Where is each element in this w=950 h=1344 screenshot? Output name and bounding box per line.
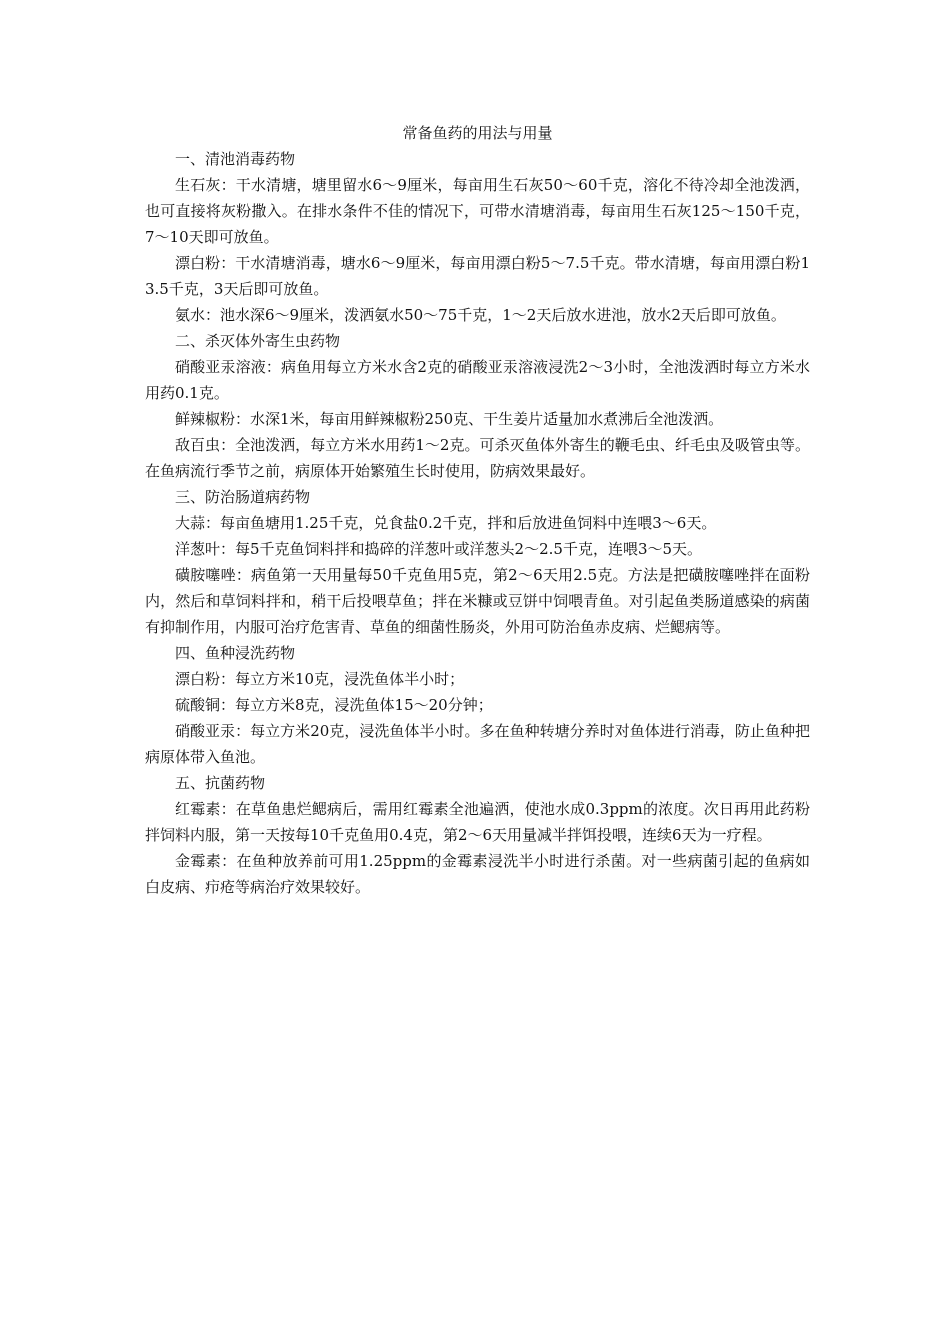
paragraph-copper-sulfate: 硫酸铜：每立方米8克，浸洗鱼体15～20分钟； bbox=[175, 696, 493, 714]
paragraph-sulfathiazole: 磺胺噻唑：病鱼第一天用量每50千克鱼用5克，第2～6天用2.5克。方法是把磺胺噻唑拌在面粉内，然后和草饲料拌和，稍干后投喂草鱼；拌在米糠或豆饼中饲喂青鱼。对引起鱼类肠道感染的病菌有抑制作用，内服可治疗危害青、草鱼的细菌性肠炎，外用可防治鱼赤皮病、烂鳃病等。 bbox=[145, 566, 810, 636]
section-antibacterial bbox=[145, 770, 810, 900]
paragraph-trichlorfon: 敌百虫：全池泼洒，每立方米水用药1～2克。可杀灭鱼体外寄生的鞭毛虫、纤毛虫及吸管虫等。在鱼病流行季节之前，病原体开始繁殖生长时使用，防病效果最好。 bbox=[145, 436, 810, 480]
section-parasite bbox=[145, 328, 810, 484]
paragraph-garlic: 大蒜：每亩鱼塘用1.25千克，兑食盐0.2千克，拌和后放进鱼饲料中连喂3～6天。 bbox=[175, 514, 717, 532]
paragraph-onion-leaf: 洋葱叶：每5千克鱼饲料拌和捣碎的洋葱叶或洋葱头2～2.5千克，连喂3～5天。 bbox=[175, 540, 703, 558]
paragraph-bleach-bath: 漂白粉：每立方米10克，浸洗鱼体半小时； bbox=[175, 670, 465, 688]
paragraph-mercurous-nitrate: 硝酸亚汞：每立方米20克，浸洗鱼体半小时。多在鱼种转塘分养时对鱼体进行消毒，防止鱼种把病原体带入鱼池。 bbox=[145, 722, 810, 766]
section-disinfection bbox=[145, 146, 810, 328]
section-heading: 二、杀灭体外寄生虫药物 bbox=[175, 332, 341, 350]
document-title: 常备鱼药的用法与用量 bbox=[402, 124, 553, 142]
paragraph-chili-powder: 鲜辣椒粉：水深1米，每亩用鲜辣椒粉250克、干生姜片适量加水煮沸后全池泼洒。 bbox=[175, 410, 724, 428]
paragraph-aureomycin: 金霉素：在鱼种放养前可用1.25ppm的金霉素浸洗半小时进行杀菌。对一些病菌引起的鱼病如白皮病、疖疮等病治疗效果较好。 bbox=[145, 852, 810, 896]
section-fingerling-bath bbox=[145, 640, 810, 770]
paragraph-ammonia: 氨水：池水深6～9厘米，泼洒氨水50～75千克，1～2天后放水进池，放水2天后即可放鱼。 bbox=[175, 306, 786, 324]
document-page bbox=[145, 120, 810, 900]
section-heading: 三、防治肠道病药物 bbox=[175, 488, 311, 506]
paragraph-mercurous-nitrate-solution: 硝酸亚汞溶液：病鱼用每立方米水含2克的硝酸亚汞溶液浸洗2～3小时，全池泼洒时每立方米水用药0.1克。 bbox=[145, 358, 810, 402]
paragraph-quicklime: 生石灰：干水清塘，塘里留水6～9厘米，每亩用生石灰50～60千克，溶化不待冷却全池泼洒，也可直接将灰粉撒入。在排水条件不佳的情况下，可带水清塘消毒，每亩用生石灰125～150千克，7～10天即可放鱼。 bbox=[145, 176, 810, 246]
paragraph-erythromycin: 红霉素：在草鱼患烂鳃病后，需用红霉素全池遍洒，使池水成0.3ppm的浓度。次日再用此药粉拌饲料内服，第一天按每10千克鱼用0.4克，第2～6天用量减半拌饵投喂，连续6天为一疗程。 bbox=[145, 800, 810, 844]
section-heading: 一、清池消毒药物 bbox=[175, 150, 296, 168]
section-heading: 五、抗菌药物 bbox=[175, 774, 266, 792]
paragraph-bleach: 漂白粉：干水清塘消毒，塘水6～9厘米，每亩用漂白粉5～7.5千克。带水清塘，每亩用漂白粉13.5千克，3天后即可放鱼。 bbox=[145, 254, 810, 298]
section-heading: 四、鱼种浸洗药物 bbox=[175, 644, 296, 662]
section-intestinal bbox=[145, 484, 810, 640]
